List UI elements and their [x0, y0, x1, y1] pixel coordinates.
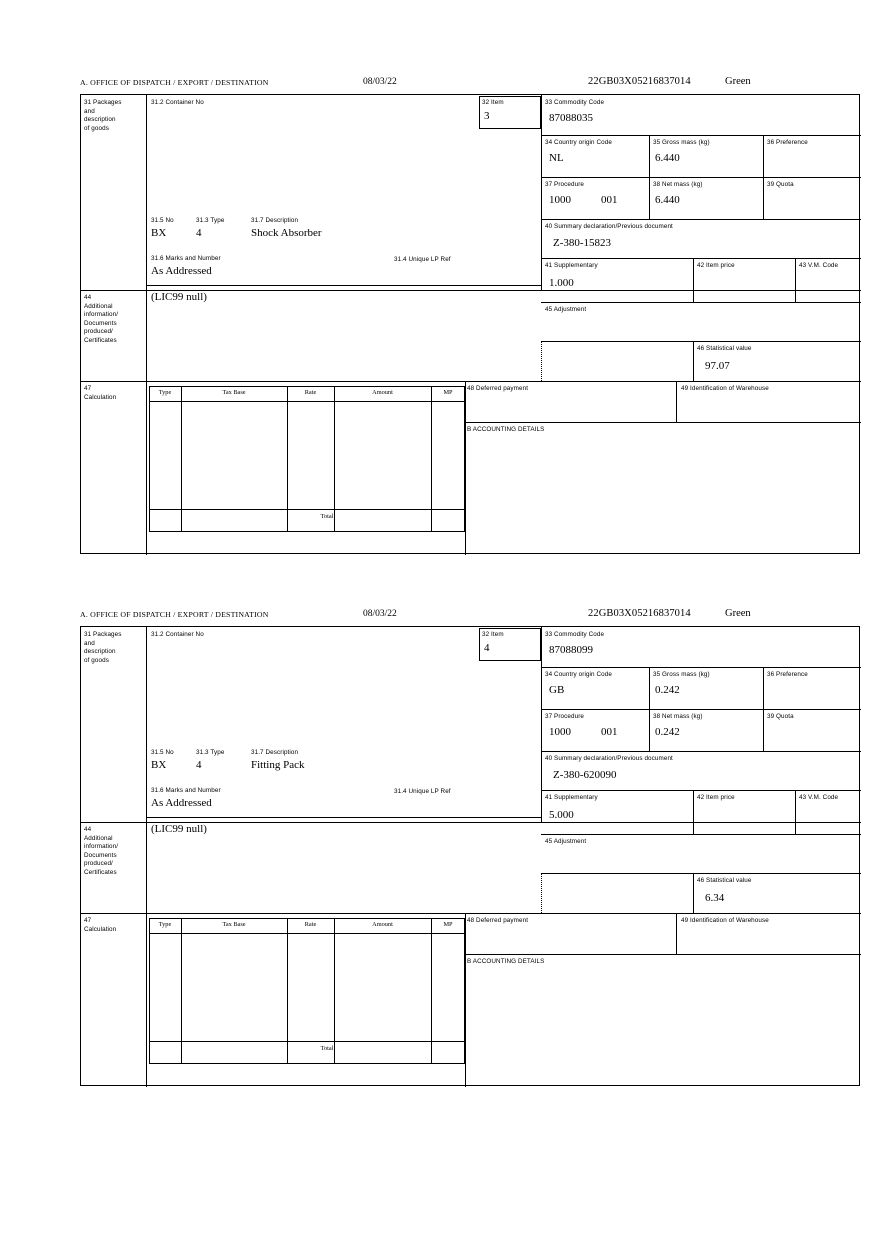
- unique-lp-ref-label: 31.4 Unique LP Ref: [394, 256, 451, 263]
- divider-33-bottom: [541, 135, 861, 136]
- summary-declaration-value-2: Z-380-620090: [553, 769, 617, 781]
- divider-41-42-2: [693, 790, 694, 834]
- divider-42-43: [795, 258, 796, 302]
- adjustment-label: 45 Adjustment: [545, 306, 587, 313]
- divider-48-49-2: [676, 913, 677, 954]
- no-label-2: 31.5 No: [151, 749, 174, 756]
- net-mass-label: 38 Net mass (kg): [653, 181, 703, 188]
- marks-number-label-2: 31.6 Marks and Number: [151, 787, 221, 794]
- calc-col-amount-right: [431, 386, 432, 532]
- gross-mass-value-2: 0.242: [655, 684, 680, 696]
- declaration-date: 08/03/22: [363, 77, 397, 87]
- no-value-2: BX: [151, 759, 167, 771]
- country-origin-value: NL: [549, 152, 564, 164]
- divider-45-bottom-2: [541, 873, 861, 874]
- divider-left-col: [146, 95, 147, 381]
- calc-col-amount-header: Amount: [372, 389, 393, 396]
- deferred-payment-label-2: 48 Deferred payment: [467, 917, 529, 924]
- divider-accounting-left: [465, 381, 466, 555]
- packages-label-block-2: [84, 631, 144, 665]
- divider-46-left: [693, 341, 694, 381]
- divider-37-38: [649, 177, 650, 219]
- commodity-code-label: 33 Commodity Code: [545, 99, 605, 106]
- description-value-2: Fitting Pack: [251, 759, 305, 771]
- calc-col-type-right: [181, 386, 182, 532]
- divider-accounting-left-2: [465, 913, 466, 1087]
- divider-left-col-lower: [146, 381, 147, 555]
- divider-42-43-2: [795, 790, 796, 834]
- additional-label-2: Additional: [84, 302, 113, 310]
- additional-label-4-2: Documents: [84, 851, 117, 859]
- procedure-value-2: 001: [601, 194, 618, 206]
- no-value: BX: [151, 227, 167, 239]
- container-no-label: 31.2 Container No: [151, 99, 204, 106]
- item-no-label: 32 Item: [482, 99, 504, 106]
- additional-label-3: information/: [84, 311, 119, 318]
- procedure-value-1-2: 1000: [549, 726, 571, 738]
- packages-label-3: description: [84, 116, 116, 123]
- divider-34-bottom-2: [541, 709, 861, 710]
- net-mass-value: 6.440: [655, 194, 680, 206]
- additional-label-5-2: produced/: [84, 860, 113, 867]
- accounting-details-label-2: B ACCOUNTING DETAILS: [467, 958, 545, 965]
- calc-col-taxbase-right-2: [287, 918, 288, 1064]
- item-price-label-2: 42 Item price: [697, 794, 735, 801]
- identification-warehouse-label: 49 Identification of Warehouse: [681, 385, 769, 392]
- calc-col-type-right-2: [181, 918, 182, 1064]
- divider-48-bottom: [465, 422, 861, 423]
- packages-label-4: of goods: [84, 124, 109, 132]
- statistical-value-value-2: 6.34: [705, 892, 725, 904]
- calc-header-bottom-2: [149, 933, 465, 934]
- calculation-table-2: [149, 918, 465, 1064]
- declaration-date-2: 08/03/22: [363, 609, 397, 619]
- container-no-label-2: 31.2 Container No: [151, 631, 204, 638]
- declaration-lane: Green: [725, 76, 751, 87]
- supplementary-label: 41 Supplementary: [545, 262, 598, 269]
- dotted-divider-46: [541, 341, 542, 381]
- divider-left-col-lower-2: [146, 913, 147, 1087]
- additional-label-4: Documents: [84, 319, 117, 327]
- country-origin-value-2: GB: [549, 684, 565, 696]
- gross-mass-label: 35 Gross mass (kg): [653, 139, 710, 146]
- additional-info-label-block: [84, 294, 146, 345]
- additional-info-label-block-2: [84, 826, 146, 877]
- gross-mass-label-2: 35 Gross mass (kg): [653, 671, 710, 678]
- supplementary-value: 1.000: [549, 277, 574, 289]
- form-header-1: [80, 78, 862, 94]
- divider-48-bottom-2: [465, 954, 861, 955]
- divider-left-col-2: [146, 627, 147, 913]
- divider-41-42: [693, 258, 694, 302]
- preference-label-2: 36 Preference: [767, 671, 808, 678]
- item-price-label: 42 Item price: [697, 262, 735, 269]
- additional-info-value-2: (LIC99 null): [151, 823, 207, 835]
- calc-col-amount-right-2: [431, 918, 432, 1064]
- commodity-code-value: 87088035: [549, 112, 593, 124]
- commodity-code-value-2: 87088099: [549, 644, 593, 656]
- calc-col-taxbase-header-2: Tax Base: [222, 921, 246, 928]
- calc-col-type-header-2: Type: [158, 921, 172, 928]
- procedure-label: 37 Procedure: [545, 181, 585, 188]
- description-label: 31.7 Description: [251, 217, 299, 224]
- office-of-dispatch-label-2: A. OFFICE OF DISPATCH / EXPORT / DESTINATION: [80, 610, 269, 619]
- declaration-lane-2: Green: [725, 608, 751, 619]
- divider-41-bottom: [541, 302, 861, 303]
- divider-37-38-2: [649, 709, 650, 751]
- divider-40-bottom-2: [541, 790, 861, 791]
- calc-col-rate-header: Rate: [304, 389, 317, 396]
- divider-46-left-2: [693, 873, 694, 913]
- commodity-code-label-2: 33 Commodity Code: [545, 631, 605, 638]
- declaration-reference-2: 22GB03X05216837014: [588, 608, 691, 619]
- type-label: 31.3 Type: [196, 217, 225, 224]
- customs-declaration-form-2: [80, 610, 862, 1086]
- calc-total-label-2: Total: [320, 1045, 334, 1052]
- packages-label-block: [84, 99, 144, 133]
- country-origin-label: 34 Country origin Code: [545, 139, 612, 146]
- calculation-table: [149, 386, 465, 532]
- additional-label-1: 44: [84, 294, 92, 301]
- additional-info-value: (LIC99 null): [151, 291, 207, 303]
- procedure-value-1: 1000: [549, 194, 571, 206]
- vm-code-label: 43 V.M. Code: [799, 262, 839, 269]
- accounting-details-label: B ACCOUNTING DETAILS: [467, 426, 545, 433]
- divider-47-top-2: [81, 913, 861, 914]
- additional-label-5: produced/: [84, 328, 113, 335]
- gross-mass-value: 6.440: [655, 152, 680, 164]
- additional-label-2-2: Additional: [84, 834, 113, 842]
- statistical-value-label: 46 Statistical value: [697, 345, 752, 352]
- calculation-label-2-2: Calculation: [84, 925, 117, 933]
- supplementary-label-2: 41 Supplementary: [545, 794, 598, 801]
- additional-label-6: Certificates: [84, 336, 117, 344]
- divider-37-bottom-2: [541, 751, 861, 752]
- packages-label-1-2: 31 Packages: [84, 631, 122, 638]
- divider-38-39-2: [763, 709, 764, 751]
- calculation-label-1: 47: [84, 385, 92, 392]
- calc-col-mp-header-2: MP: [443, 921, 453, 928]
- divider-34-35-2: [649, 667, 650, 709]
- identification-warehouse-label-2: 49 Identification of Warehouse: [681, 917, 769, 924]
- divider-45-bottom: [541, 341, 861, 342]
- calc-header-bottom: [149, 401, 465, 402]
- form-body-1: [80, 94, 860, 554]
- divider-34-bottom: [541, 177, 861, 178]
- form-body-2: [80, 626, 860, 1086]
- divider-desc: [146, 285, 541, 286]
- divider-right-col: [541, 95, 542, 290]
- marks-number-value: As Addressed: [151, 265, 212, 277]
- divider-48-49: [676, 381, 677, 422]
- packages-label-4-2: of goods: [84, 656, 109, 664]
- marks-number-value-2: As Addressed: [151, 797, 212, 809]
- office-of-dispatch-label: A. OFFICE OF DISPATCH / EXPORT / DESTINATION: [80, 78, 269, 87]
- type-value-2: 4: [196, 759, 202, 771]
- calculation-label-block-2: [84, 917, 146, 934]
- divider-47-top: [81, 381, 861, 382]
- divider-40-bottom: [541, 258, 861, 259]
- calculation-label-2: Calculation: [84, 393, 117, 401]
- additional-label-1-2: 44: [84, 826, 92, 833]
- procedure-label-2: 37 Procedure: [545, 713, 585, 720]
- divider-35-36: [763, 135, 764, 177]
- calc-total-top: [149, 509, 465, 510]
- divider-35-36-2: [763, 667, 764, 709]
- statistical-value-label-2: 46 Statistical value: [697, 877, 752, 884]
- additional-label-3-2: information/: [84, 843, 119, 850]
- packages-label-1: 31 Packages: [84, 99, 122, 106]
- item-no-label-2: 32 Item: [482, 631, 504, 638]
- description-label-2: 31.7 Description: [251, 749, 299, 756]
- item-no-value: 3: [484, 110, 490, 122]
- type-value: 4: [196, 227, 202, 239]
- country-origin-label-2: 34 Country origin Code: [545, 671, 612, 678]
- calc-col-type-header: Type: [158, 389, 172, 396]
- calc-total-top-2: [149, 1041, 465, 1042]
- calc-col-taxbase-right: [287, 386, 288, 532]
- statistical-value-value: 97.07: [705, 360, 730, 372]
- preference-label: 36 Preference: [767, 139, 808, 146]
- deferred-payment-label: 48 Deferred payment: [467, 385, 529, 392]
- calc-col-mp-header: MP: [443, 389, 453, 396]
- divider-38-39: [763, 177, 764, 219]
- type-label-2: 31.3 Type: [196, 749, 225, 756]
- divider-33-bottom-2: [541, 667, 861, 668]
- calc-col-rate-right-2: [334, 918, 335, 1064]
- calc-col-taxbase-header: Tax Base: [222, 389, 246, 396]
- quota-label-2: 39 Quota: [767, 713, 794, 720]
- declaration-reference: 22GB03X05216837014: [588, 76, 691, 87]
- packages-label-3-2: description: [84, 648, 116, 655]
- calc-col-rate-header-2: Rate: [304, 921, 317, 928]
- vm-code-label-2: 43 V.M. Code: [799, 794, 839, 801]
- packages-label-2-2: and: [84, 639, 95, 647]
- no-label: 31.5 No: [151, 217, 174, 224]
- net-mass-value-2: 0.242: [655, 726, 680, 738]
- divider-37-bottom: [541, 219, 861, 220]
- summary-declaration-value: Z-380-15823: [553, 237, 612, 249]
- calculation-label-1-2: 47: [84, 917, 92, 924]
- calc-col-amount-header-2: Amount: [372, 921, 393, 928]
- net-mass-label-2: 38 Net mass (kg): [653, 713, 703, 720]
- supplementary-value-2: 5.000: [549, 809, 574, 821]
- calculation-label-block: [84, 385, 146, 402]
- divider-desc-2: [146, 817, 541, 818]
- quota-label: 39 Quota: [767, 181, 794, 188]
- summary-declaration-label: 40 Summary declaration/Previous document: [545, 223, 673, 230]
- procedure-value-2-2: 001: [601, 726, 618, 738]
- divider-41-bottom-2: [541, 834, 861, 835]
- item-no-value-2: 4: [484, 642, 490, 654]
- marks-number-label: 31.6 Marks and Number: [151, 255, 221, 262]
- divider-34-35: [649, 135, 650, 177]
- packages-label-2: and: [84, 107, 95, 115]
- dotted-divider-46-2: [541, 873, 542, 913]
- divider-right-col-2: [541, 627, 542, 822]
- form-header-2: [80, 610, 862, 626]
- calc-col-rate-right: [334, 386, 335, 532]
- calc-total-label: Total: [320, 513, 334, 520]
- description-value: Shock Absorber: [251, 227, 322, 239]
- summary-declaration-label-2: 40 Summary declaration/Previous document: [545, 755, 673, 762]
- adjustment-label-2: 45 Adjustment: [545, 838, 587, 845]
- unique-lp-ref-label-2: 31.4 Unique LP Ref: [394, 788, 451, 795]
- customs-declaration-form-1: [80, 78, 862, 554]
- additional-label-6-2: Certificates: [84, 868, 117, 876]
